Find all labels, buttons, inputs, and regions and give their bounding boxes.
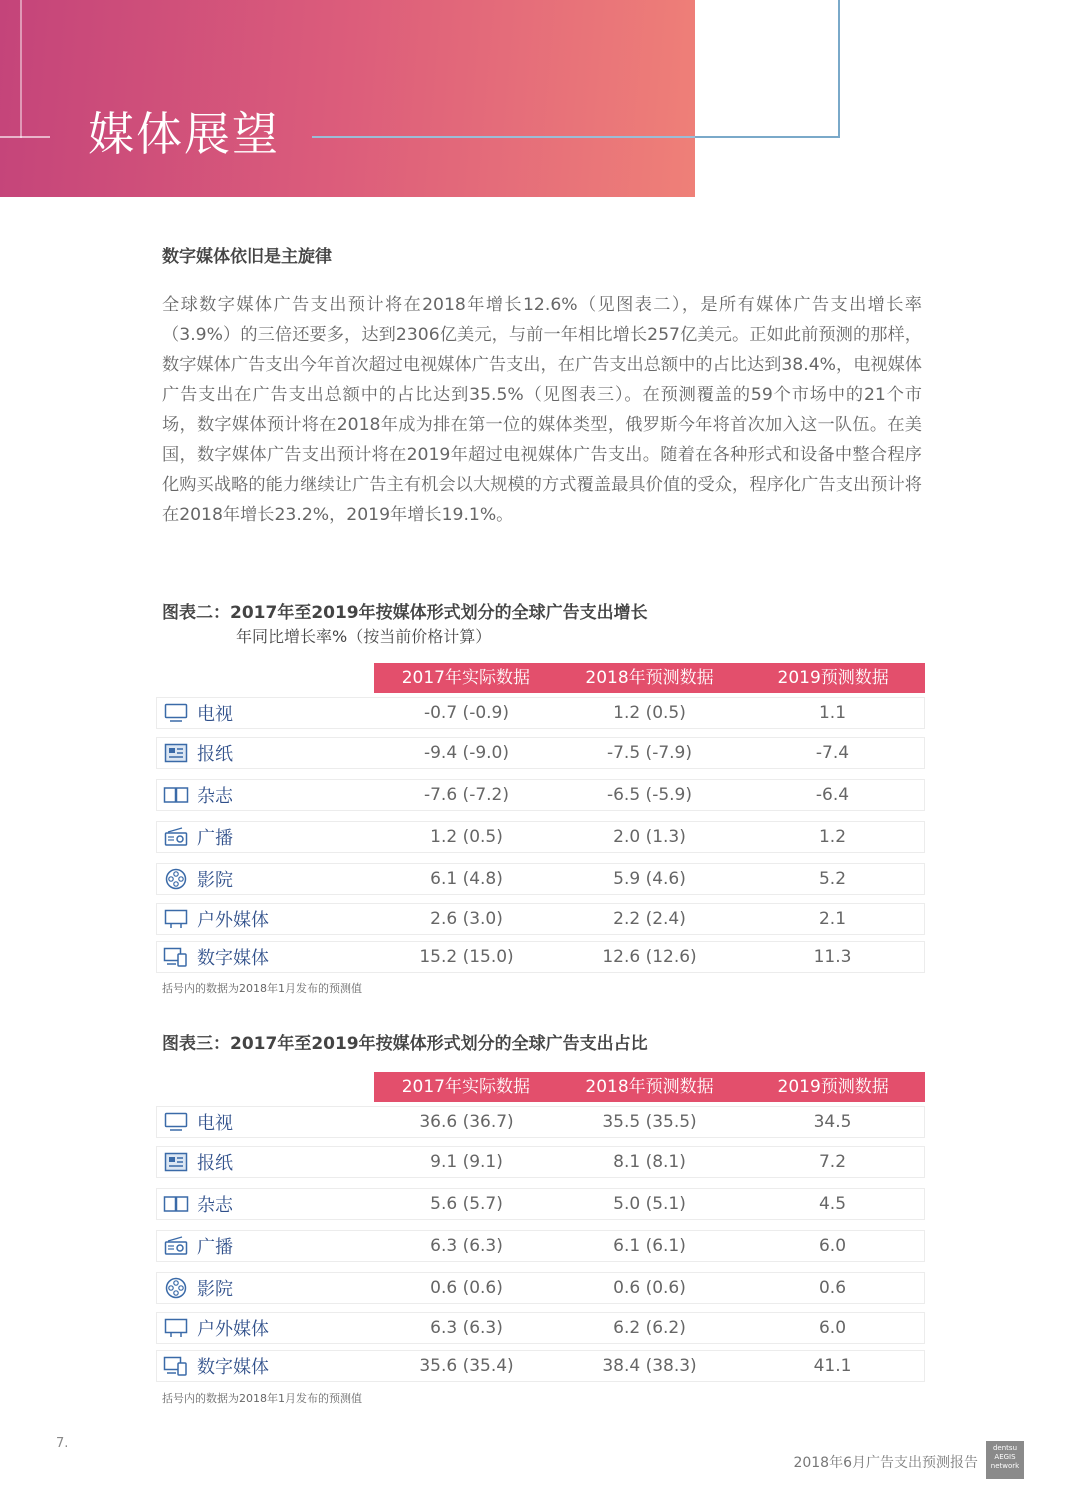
table-row — [156, 779, 925, 811]
table-cell: 5.0 (5.1) — [613, 1194, 686, 1214]
column-header: 2018年预测数据 — [585, 668, 714, 688]
media-type-label: 杂志 — [197, 1195, 233, 1216]
column-header: 2018年预测数据 — [585, 1077, 714, 1097]
media-type-label: 数字媒体 — [197, 1357, 269, 1378]
table-cell: 2.6 (3.0) — [430, 909, 503, 929]
column-header: 2019预测数据 — [777, 1077, 889, 1097]
frame-decoration — [20, 0, 22, 138]
table-cell: 0.6 (0.6) — [613, 1278, 686, 1298]
table2-subtitle: 年同比增长率%（按当前价格计算） — [236, 627, 492, 646]
media-type-label: 户外媒体 — [197, 910, 269, 931]
column-header: 2019预测数据 — [777, 668, 889, 688]
billboard-icon — [163, 1317, 189, 1339]
table-cell: 36.6 (36.7) — [419, 1112, 514, 1132]
row-label — [157, 1315, 375, 1341]
table-cell: 12.6 (12.6) — [602, 947, 697, 967]
dentsu-aegis-logo: dentsu AEGIS network — [986, 1441, 1024, 1479]
table-cell: -0.7 (-0.9) — [423, 703, 509, 723]
table-row — [156, 737, 925, 769]
table-cell: 2.2 (2.4) — [613, 909, 686, 929]
table-cell: 6.2 (6.2) — [613, 1318, 686, 1338]
table-row — [156, 1230, 925, 1262]
row-label — [157, 1149, 375, 1175]
row-label — [157, 1109, 375, 1135]
table-cell: 35.6 (35.4) — [419, 1356, 514, 1376]
tv-icon — [163, 702, 189, 724]
table-cell: 5.9 (4.6) — [613, 869, 686, 889]
radio-icon — [163, 826, 189, 848]
table3-note: 括号内的数据为2018年1月发布的预测值 — [162, 1392, 362, 1405]
table-cell: 35.5 (35.5) — [602, 1112, 697, 1132]
table-cell: 7.2 — [818, 1152, 847, 1172]
table-cell: 6.0 — [818, 1318, 847, 1338]
table-cell: 4.5 — [818, 1194, 847, 1214]
row-label — [157, 1275, 375, 1301]
table-cell: 9.1 (9.1) — [430, 1152, 503, 1172]
magazine-icon — [163, 784, 189, 806]
table-cell: 34.5 — [813, 1112, 852, 1132]
table-cell: 1.2 (0.5) — [613, 703, 686, 723]
billboard-icon — [163, 908, 189, 930]
media-type-label: 影院 — [197, 870, 233, 891]
newspaper-icon — [163, 742, 189, 764]
table-cell: 11.3 — [813, 947, 852, 967]
column-header: 2017年实际数据 — [401, 668, 530, 688]
table-row — [156, 863, 925, 895]
row-label — [157, 906, 375, 932]
row-label — [157, 782, 375, 808]
table-cell: 1.1 — [818, 703, 847, 723]
media-type-label: 影院 — [197, 1279, 233, 1300]
media-type-label: 杂志 — [197, 786, 233, 807]
table-cell: 6.1 (6.1) — [613, 1236, 686, 1256]
page-number: 7. — [56, 1436, 69, 1451]
media-type-label: 报纸 — [197, 744, 233, 765]
table2-header — [374, 663, 925, 693]
table-row — [156, 821, 925, 853]
devices-icon — [163, 1355, 189, 1377]
page-title: 媒体展望 — [88, 107, 280, 161]
frame-decoration — [0, 136, 50, 138]
header-banner — [0, 0, 695, 197]
table-cell: 8.1 (8.1) — [613, 1152, 686, 1172]
row-label — [157, 1353, 375, 1379]
table-cell: -6.4 — [815, 785, 850, 805]
row-label — [157, 740, 375, 766]
newspaper-icon — [163, 1151, 189, 1173]
report-name: 2018年6月广告支出预测报告 — [793, 1455, 978, 1471]
table-row — [156, 1350, 925, 1382]
body-paragraph: 全球数字媒体广告支出预计将在2018年增长12.6%（见图表二），是所有媒体广告支出增长率（3.9%）的三倍还要多，达到2306亿美元，与前一年相比增长257亿美元。正如此前预测的那样，数字媒体广告支出今年首次超过电视媒体广告支出，在广告支出总额中的占比达到38.4%，电视媒体广告支出在广告支出总额中的占比达到35.5%（见图表三）。在预测覆盖的59个市场中的21个市场，数字媒体预计将在2018年成为排在第一位的媒体类型，俄罗斯今年将首次加入这一队伍。在美国，数字媒体广告支出预计将在2019年超过电视媒体广告支出。随着在各种形式和设备中整合程序化购买战略的能力继续让广告主有机会以大规模的方式覆盖最具价值的受众，程序化广告支出预计将在2018年增长23.2%，2019年增长19.1%。 — [162, 295, 922, 525]
table-cell: -6.5 (-5.9) — [606, 785, 692, 805]
table2-note: 括号内的数据为2018年1月发布的预测值 — [162, 982, 362, 995]
table-cell: 2.1 — [818, 909, 847, 929]
film-reel-icon — [163, 868, 189, 890]
table-row — [156, 903, 925, 935]
table-row — [156, 1272, 925, 1304]
table-cell: 6.1 (4.8) — [430, 869, 503, 889]
table-cell: -7.5 (-7.9) — [606, 743, 692, 763]
media-type-label: 广播 — [197, 1237, 233, 1258]
row-label — [157, 944, 375, 970]
table-cell: 41.1 — [813, 1356, 852, 1376]
row-label — [157, 1233, 375, 1259]
table-row — [156, 1312, 925, 1344]
media-type-label: 电视 — [197, 704, 233, 725]
table-cell: 5.2 — [818, 869, 847, 889]
column-header: 2017年实际数据 — [401, 1077, 530, 1097]
table-cell: 0.6 — [818, 1278, 847, 1298]
table-cell: 6.3 (6.3) — [430, 1236, 503, 1256]
section-heading: 数字媒体依旧是主旋律 — [162, 247, 332, 267]
table-cell: 6.0 — [818, 1236, 847, 1256]
tv-icon — [163, 1111, 189, 1133]
table3-title: 图表三：2017年至2019年按媒体形式划分的全球广告支出占比 — [162, 1034, 648, 1054]
frame-decoration — [838, 0, 840, 138]
media-type-label: 户外媒体 — [197, 1319, 269, 1340]
table-row — [156, 1146, 925, 1178]
magazine-icon — [163, 1193, 189, 1215]
table-cell: 38.4 (38.3) — [602, 1356, 697, 1376]
radio-icon — [163, 1235, 189, 1257]
row-label — [157, 700, 375, 726]
table2-title: 图表二：2017年至2019年按媒体形式划分的全球广告支出增长 — [162, 603, 648, 623]
row-label — [157, 824, 375, 850]
media-type-label: 报纸 — [197, 1153, 233, 1174]
table-cell: -7.4 — [815, 743, 850, 763]
table-cell: 2.0 (1.3) — [613, 827, 686, 847]
table-cell: 1.2 (0.5) — [430, 827, 503, 847]
row-label — [157, 866, 375, 892]
table-row — [156, 1106, 925, 1138]
film-reel-icon — [163, 1277, 189, 1299]
table3-header — [374, 1072, 925, 1102]
table-row — [156, 1188, 925, 1220]
table-cell: 0.6 (0.6) — [430, 1278, 503, 1298]
table-row — [156, 941, 925, 973]
table-cell: 6.3 (6.3) — [430, 1318, 503, 1338]
table-row — [156, 697, 925, 729]
table-cell: -7.6 (-7.2) — [423, 785, 509, 805]
table-cell: 1.2 — [818, 827, 847, 847]
table-cell: 5.6 (5.7) — [430, 1194, 503, 1214]
frame-decoration — [695, 136, 840, 138]
media-type-label: 电视 — [197, 1113, 233, 1134]
media-type-label: 广播 — [197, 828, 233, 849]
row-label — [157, 1191, 375, 1217]
table-cell: -9.4 (-9.0) — [423, 743, 509, 763]
media-type-label: 数字媒体 — [197, 948, 269, 969]
devices-icon — [163, 946, 189, 968]
table-cell: 15.2 (15.0) — [419, 947, 514, 967]
